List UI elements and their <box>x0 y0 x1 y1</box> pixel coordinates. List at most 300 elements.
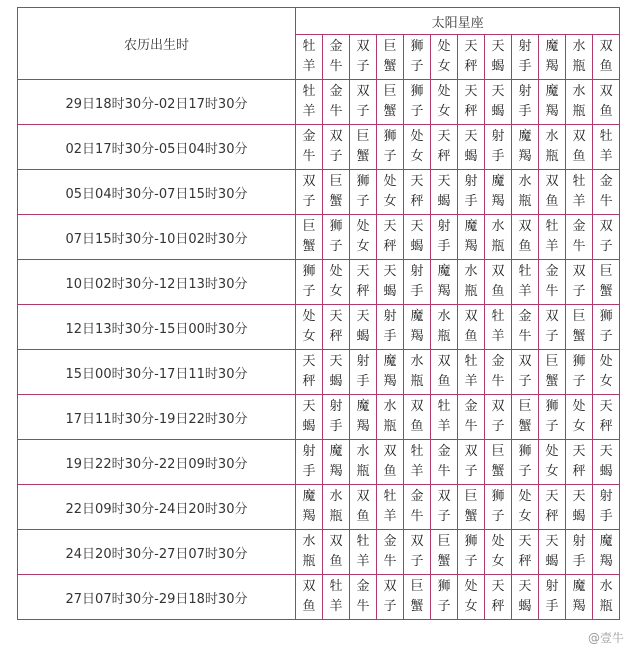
sign-char: 天 <box>356 309 370 324</box>
sign-char: 子 <box>572 374 586 389</box>
sign-char: 瓶 <box>410 374 424 389</box>
sign-char: 女 <box>383 194 397 209</box>
sign-char: 天 <box>410 174 424 189</box>
sign-char: 狮 <box>491 489 505 504</box>
sign-cell <box>458 350 485 395</box>
sign-char: 狮 <box>572 354 586 369</box>
sign-cell <box>566 170 593 215</box>
sign-char: 天 <box>572 489 586 504</box>
sign-char: 鱼 <box>464 329 478 344</box>
sign-char: 金 <box>545 264 559 279</box>
sign-char: 牛 <box>302 149 316 164</box>
sign-char: 射 <box>599 489 613 504</box>
sign-cell <box>458 485 485 530</box>
sign-cell <box>566 215 593 260</box>
sign-char: 子 <box>356 194 370 209</box>
sign-char: 羊 <box>383 509 397 524</box>
sign-char: 羊 <box>518 284 532 299</box>
sign-cell <box>377 350 404 395</box>
sign-char: 水 <box>329 489 343 504</box>
sign-char: 瓶 <box>518 194 532 209</box>
sign-cell <box>485 215 512 260</box>
sign-cell <box>485 80 512 125</box>
time-range-cell: 10日02时30分-12日13时30分 <box>18 260 296 305</box>
sign-char: 羊 <box>302 59 316 74</box>
sign-char: 金 <box>302 129 316 144</box>
sign-char: 子 <box>329 149 343 164</box>
sign-cell <box>350 530 377 575</box>
sign-cell <box>539 260 566 305</box>
sign-char: 羯 <box>518 149 532 164</box>
sign-char: 牛 <box>599 194 613 209</box>
sign-char: 蝎 <box>572 509 586 524</box>
sign-char: 蟹 <box>383 59 397 74</box>
sign-cell <box>539 125 566 170</box>
sign-char: 射 <box>410 264 424 279</box>
time-range-cell: 24日20时30分-27日07时30分 <box>18 530 296 575</box>
sign-cell <box>296 575 323 620</box>
sign-char: 处 <box>464 579 478 594</box>
sign-char: 牛 <box>464 419 478 434</box>
sign-char: 秤 <box>464 59 478 74</box>
sign-char: 牡 <box>572 174 586 189</box>
sign-cell <box>404 305 431 350</box>
sign-char: 羯 <box>599 554 613 569</box>
sign-cell <box>377 125 404 170</box>
sign-char: 蝎 <box>491 104 505 119</box>
sign-char: 牛 <box>572 239 586 254</box>
sign-cell <box>296 260 323 305</box>
sign-char: 双 <box>356 489 370 504</box>
sign-char: 天 <box>464 84 478 99</box>
sign-char: 手 <box>437 239 451 254</box>
sign-cell <box>323 260 350 305</box>
sign-char: 羯 <box>437 284 451 299</box>
sign-cell <box>485 350 512 395</box>
header-sign-11 <box>593 35 620 80</box>
sign-char: 双 <box>410 534 424 549</box>
sign-cell <box>350 440 377 485</box>
sign-char: 蟹 <box>599 284 613 299</box>
sign-char: 鱼 <box>356 509 370 524</box>
sign-cell <box>566 350 593 395</box>
sign-char: 蝎 <box>518 599 532 614</box>
sign-char: 天 <box>410 219 424 234</box>
sign-char: 瓶 <box>491 239 505 254</box>
sign-char: 女 <box>599 374 613 389</box>
sign-char: 水 <box>356 444 370 459</box>
sign-char: 牡 <box>464 354 478 369</box>
sign-char: 处 <box>329 264 343 279</box>
sign-cell <box>539 575 566 620</box>
sign-char: 手 <box>464 194 478 209</box>
sign-cell <box>431 305 458 350</box>
sign-char: 巨 <box>329 174 343 189</box>
sign-char: 牛 <box>491 374 505 389</box>
sign-cell <box>566 260 593 305</box>
sign-char: 瓶 <box>464 284 478 299</box>
sign-char: 处 <box>437 84 451 99</box>
sign-char: 女 <box>572 419 586 434</box>
time-range-cell: 12日13时30分-15日00时30分 <box>18 305 296 350</box>
sign-cell <box>350 215 377 260</box>
sign-char: 牡 <box>599 129 613 144</box>
sign-char: 处 <box>437 39 451 54</box>
sign-char: 蝎 <box>383 284 397 299</box>
sign-char: 羯 <box>572 599 586 614</box>
sign-char: 秤 <box>545 509 559 524</box>
header-sign-1 <box>323 35 350 80</box>
sign-char: 巨 <box>356 129 370 144</box>
sign-char: 蟹 <box>410 599 424 614</box>
sign-char: 牡 <box>383 489 397 504</box>
sign-cell <box>539 440 566 485</box>
sign-char: 狮 <box>410 84 424 99</box>
sign-char: 狮 <box>383 129 397 144</box>
sign-char: 魔 <box>356 399 370 414</box>
sign-cell <box>431 395 458 440</box>
sign-char: 子 <box>410 554 424 569</box>
sign-char: 蝎 <box>356 329 370 344</box>
sign-char: 手 <box>491 149 505 164</box>
sign-char: 子 <box>437 599 451 614</box>
sign-cell <box>539 305 566 350</box>
sign-char: 水 <box>518 174 532 189</box>
table-row <box>18 125 620 170</box>
sign-char: 秤 <box>491 599 505 614</box>
sign-char: 鱼 <box>518 239 532 254</box>
sign-char: 女 <box>464 599 478 614</box>
sign-char: 羯 <box>383 374 397 389</box>
sign-char: 子 <box>302 284 316 299</box>
sign-char: 羯 <box>545 104 559 119</box>
sign-cell <box>485 395 512 440</box>
sign-char: 女 <box>302 329 316 344</box>
sign-cell <box>539 485 566 530</box>
sign-char: 蝎 <box>464 149 478 164</box>
sign-cell <box>377 440 404 485</box>
sign-char: 蝎 <box>410 239 424 254</box>
sign-char: 魔 <box>599 534 613 549</box>
sign-char: 牛 <box>329 59 343 74</box>
sign-char: 狮 <box>545 399 559 414</box>
sign-char: 秤 <box>410 194 424 209</box>
sign-cell <box>404 575 431 620</box>
sign-char: 处 <box>383 174 397 189</box>
sign-char: 瓶 <box>599 599 613 614</box>
sign-char: 水 <box>545 129 559 144</box>
sign-char: 金 <box>410 489 424 504</box>
sign-char: 瓶 <box>545 149 559 164</box>
sign-char: 秤 <box>437 149 451 164</box>
sign-cell <box>404 215 431 260</box>
sign-cell <box>566 395 593 440</box>
sign-char: 女 <box>356 239 370 254</box>
sign-char: 金 <box>518 309 532 324</box>
sign-char: 双 <box>329 534 343 549</box>
sign-cell <box>512 125 539 170</box>
sign-char: 射 <box>572 534 586 549</box>
sign-char: 手 <box>383 329 397 344</box>
table-row <box>18 170 620 215</box>
sign-char: 天 <box>302 399 316 414</box>
sign-cell <box>512 215 539 260</box>
sign-char: 处 <box>599 354 613 369</box>
sign-char: 秤 <box>329 329 343 344</box>
sign-char: 鱼 <box>302 599 316 614</box>
sign-cell <box>296 170 323 215</box>
sign-char: 蝎 <box>302 419 316 434</box>
sign-char: 金 <box>464 399 478 414</box>
sign-char: 蝎 <box>599 464 613 479</box>
sign-char: 羯 <box>491 194 505 209</box>
table-row <box>18 485 620 530</box>
sign-char: 女 <box>410 149 424 164</box>
sign-char: 蟹 <box>491 464 505 479</box>
sign-char: 魔 <box>545 84 559 99</box>
sign-cell <box>485 305 512 350</box>
sign-char: 手 <box>545 599 559 614</box>
sign-cell <box>323 125 350 170</box>
sign-char: 子 <box>599 239 613 254</box>
sign-char: 子 <box>518 464 532 479</box>
sign-char: 巨 <box>302 219 316 234</box>
table-row <box>18 530 620 575</box>
sign-cell <box>566 485 593 530</box>
sign-cell <box>377 80 404 125</box>
table-row <box>18 575 620 620</box>
sign-char: 双 <box>599 219 613 234</box>
sign-char: 羊 <box>410 464 424 479</box>
sign-char: 子 <box>545 329 559 344</box>
sign-char: 天 <box>491 84 505 99</box>
header-sign-6 <box>458 35 485 80</box>
sign-char: 天 <box>491 579 505 594</box>
sign-char: 射 <box>518 84 532 99</box>
sign-char: 魔 <box>464 219 478 234</box>
sign-cell <box>512 395 539 440</box>
sign-cell <box>350 350 377 395</box>
sign-char: 金 <box>329 84 343 99</box>
sign-char: 巨 <box>599 264 613 279</box>
sign-char: 秤 <box>302 374 316 389</box>
sign-cell <box>593 440 620 485</box>
sign-char: 羊 <box>329 599 343 614</box>
sign-char: 女 <box>491 554 505 569</box>
sign-char: 秤 <box>464 104 478 119</box>
sign-char: 秤 <box>518 554 532 569</box>
sign-cell <box>323 80 350 125</box>
sign-cell <box>323 575 350 620</box>
sign-char: 瓶 <box>572 104 586 119</box>
sign-char: 处 <box>410 129 424 144</box>
sign-char: 处 <box>518 489 532 504</box>
time-range-cell: 17日11时30分-19日22时30分 <box>18 395 296 440</box>
sign-char: 水 <box>410 354 424 369</box>
sign-cell <box>512 305 539 350</box>
sign-char: 瓶 <box>302 554 316 569</box>
sign-char: 子 <box>599 329 613 344</box>
sign-char: 秤 <box>572 464 586 479</box>
sign-char: 蝎 <box>545 554 559 569</box>
sign-char: 鱼 <box>599 59 613 74</box>
sign-char: 射 <box>383 309 397 324</box>
sign-char: 牛 <box>356 599 370 614</box>
sign-char: 处 <box>545 444 559 459</box>
sign-cell <box>323 530 350 575</box>
sign-cell <box>350 305 377 350</box>
sign-char: 子 <box>491 419 505 434</box>
sign-char: 魔 <box>302 489 316 504</box>
header-sign-4 <box>404 35 431 80</box>
sign-char: 双 <box>572 264 586 279</box>
sign-cell <box>485 530 512 575</box>
sign-char: 手 <box>356 374 370 389</box>
sign-cell <box>323 350 350 395</box>
sign-char: 蝎 <box>437 194 451 209</box>
sign-char: 羯 <box>302 509 316 524</box>
sign-cell <box>323 305 350 350</box>
sign-cell <box>350 260 377 305</box>
sign-char: 鱼 <box>599 104 613 119</box>
sign-char: 双 <box>491 264 505 279</box>
sign-cell <box>485 125 512 170</box>
sign-char: 秤 <box>383 239 397 254</box>
table-row <box>18 80 620 125</box>
sign-cell <box>296 485 323 530</box>
sign-char: 子 <box>383 599 397 614</box>
sign-cell <box>431 530 458 575</box>
sign-char: 狮 <box>437 579 451 594</box>
sign-char: 双 <box>302 579 316 594</box>
time-range-cell: 15日00时30分-17日11时30分 <box>18 350 296 395</box>
sign-char: 鱼 <box>491 284 505 299</box>
sign-cell <box>431 215 458 260</box>
sign-char: 双 <box>518 219 532 234</box>
sign-char: 女 <box>437 59 451 74</box>
sign-char: 子 <box>491 509 505 524</box>
table-row <box>18 215 620 260</box>
sign-char: 子 <box>302 194 316 209</box>
sign-cell <box>512 80 539 125</box>
sign-char: 天 <box>464 39 478 54</box>
sign-cell <box>404 260 431 305</box>
sign-char: 巨 <box>437 534 451 549</box>
sign-char: 蝎 <box>491 59 505 74</box>
sign-char: 子 <box>329 239 343 254</box>
sign-cell <box>512 260 539 305</box>
sign-char: 狮 <box>599 309 613 324</box>
sign-cell <box>377 170 404 215</box>
sign-char: 子 <box>464 554 478 569</box>
sign-char: 射 <box>302 444 316 459</box>
sign-char: 天 <box>491 39 505 54</box>
sign-char: 牛 <box>329 104 343 119</box>
sign-char: 狮 <box>302 264 316 279</box>
sign-char: 水 <box>464 264 478 279</box>
sign-char: 瓶 <box>383 419 397 434</box>
sign-char: 双 <box>383 579 397 594</box>
time-range-cell: 19日22时30分-22日09时30分 <box>18 440 296 485</box>
sign-char: 蟹 <box>545 374 559 389</box>
sign-char: 瓶 <box>572 59 586 74</box>
sign-cell <box>512 440 539 485</box>
sign-char: 羯 <box>356 419 370 434</box>
sign-cell <box>350 170 377 215</box>
sign-cell <box>350 395 377 440</box>
sign-cell <box>296 440 323 485</box>
sign-cell <box>323 170 350 215</box>
header-sign-0 <box>296 35 323 80</box>
sign-char: 天 <box>572 444 586 459</box>
sign-char: 牡 <box>329 579 343 594</box>
sign-char: 射 <box>464 174 478 189</box>
sign-cell <box>485 440 512 485</box>
sign-char: 金 <box>356 579 370 594</box>
sign-char: 子 <box>356 59 370 74</box>
sign-char: 子 <box>356 104 370 119</box>
sign-char: 水 <box>302 534 316 549</box>
time-range-cell: 22日09时30分-24日20时30分 <box>18 485 296 530</box>
sign-char: 女 <box>329 284 343 299</box>
sign-char: 鱼 <box>572 149 586 164</box>
sign-cell <box>593 530 620 575</box>
sign-cell <box>458 305 485 350</box>
sign-char: 巨 <box>383 39 397 54</box>
sign-char: 子 <box>437 509 451 524</box>
sign-cell <box>296 215 323 260</box>
sign-cell <box>323 215 350 260</box>
sign-char: 鱼 <box>329 554 343 569</box>
sign-char: 蟹 <box>356 149 370 164</box>
sign-char: 双 <box>356 39 370 54</box>
table-row <box>18 350 620 395</box>
sign-cell <box>539 80 566 125</box>
sign-char: 子 <box>410 104 424 119</box>
sign-char: 手 <box>410 284 424 299</box>
sign-char: 天 <box>383 264 397 279</box>
sign-char: 天 <box>329 309 343 324</box>
sign-cell <box>458 440 485 485</box>
sign-char: 狮 <box>356 174 370 189</box>
sign-char: 魔 <box>572 579 586 594</box>
sign-char: 蟹 <box>329 194 343 209</box>
time-range-cell: 05日04时30分-07日15时30分 <box>18 170 296 215</box>
sign-char: 羯 <box>329 464 343 479</box>
sign-char: 金 <box>437 444 451 459</box>
sign-char: 巨 <box>545 354 559 369</box>
sign-char: 手 <box>518 59 532 74</box>
sign-cell <box>350 485 377 530</box>
sign-char: 处 <box>572 399 586 414</box>
sign-char: 处 <box>491 534 505 549</box>
sign-char: 牛 <box>383 554 397 569</box>
sign-char: 天 <box>599 399 613 414</box>
sun-sign-header: 太阳星座 <box>296 8 620 35</box>
table-row <box>18 260 620 305</box>
sign-cell <box>593 215 620 260</box>
sign-char: 金 <box>572 219 586 234</box>
sign-char: 手 <box>599 509 613 524</box>
sign-char: 天 <box>437 129 451 144</box>
sign-char: 双 <box>545 174 559 189</box>
sign-char: 金 <box>599 174 613 189</box>
sign-char: 双 <box>464 309 478 324</box>
lunar-birth-time-header: 农历出生时 <box>18 8 296 80</box>
sign-char: 羯 <box>464 239 478 254</box>
sign-cell <box>485 260 512 305</box>
sign-cell <box>512 530 539 575</box>
